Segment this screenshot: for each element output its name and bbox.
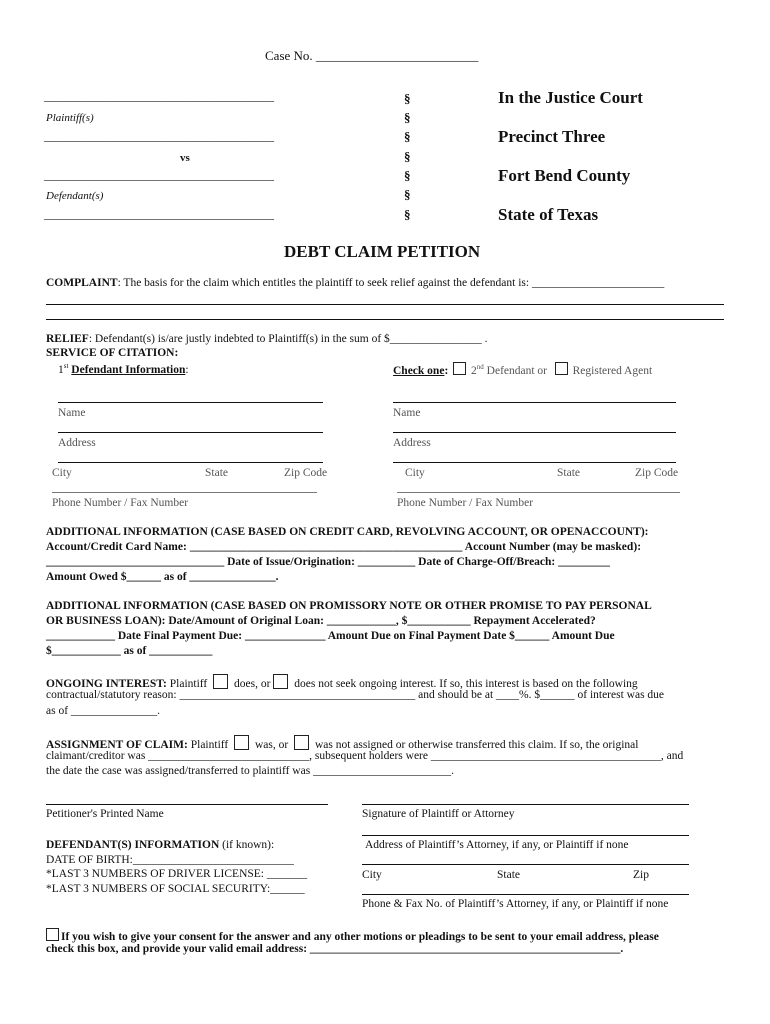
consent-line [46, 928, 659, 943]
ongoing-interest-line: ONGOING INTEREST: Plaintiff does, or does not seek ongoing interest. If so, this interest is based on the following [46, 674, 638, 690]
section-mark: § [404, 207, 411, 222]
plaintiff-label: Plaintiff(s) [46, 112, 94, 124]
second-phone-line[interactable] [397, 492, 680, 493]
interest-does-not-checkbox[interactable] [273, 674, 288, 689]
section-mark: § [404, 187, 411, 202]
case-number-field[interactable] [265, 48, 478, 64]
court-precinct: Precinct Three [498, 127, 606, 146]
final-payment-line[interactable]: ____________ Date Final Payment Due: ______________ Amount Due on Final Payment Date $______ Amount Due [46, 630, 615, 642]
sig-city-label: City [362, 869, 382, 881]
relief-line [46, 333, 488, 345]
sig-state-label: State [497, 869, 520, 881]
consent-text: If you wish to give your consent for the answer and any other motions or pleadings to be sent to your email address, please [61, 931, 659, 943]
relief-label: RELIEF [46, 333, 89, 345]
assignment-was-not-checkbox[interactable] [294, 735, 309, 750]
amount-owed-line[interactable]: Amount Owed $______ as of _______________. [46, 571, 279, 583]
court-state: State of Texas [498, 205, 599, 224]
defendant-name-line-2[interactable]: ________________________________________ [44, 209, 274, 221]
section-mark: § [404, 110, 411, 125]
defendant-name-line[interactable]: ________________________________________ [44, 170, 274, 182]
attorney-address-line[interactable] [362, 835, 689, 836]
phone-fax-line[interactable] [362, 894, 689, 895]
registered-agent-checkbox[interactable] [555, 362, 568, 375]
second-phone-label: Phone Number / Fax Number [397, 497, 534, 509]
first-city-label: City [52, 467, 72, 479]
first-defendant-heading: 1st Defendant Information: [58, 362, 189, 376]
second-name-line[interactable] [393, 402, 676, 403]
assignment-label: ASSIGNMENT OF CLAIM: [46, 739, 188, 751]
second-defendant-label: Defendant or [483, 365, 548, 377]
interest-does-checkbox[interactable] [213, 674, 228, 689]
section-mark: § [404, 168, 411, 183]
email-address-field[interactable]: check this box, and provide your valid email address: ______________________________________________________. [46, 943, 624, 955]
plaintiff-name-line[interactable]: ________________________________________ [44, 91, 274, 103]
first-phone-label: Phone Number / Fax Number [52, 497, 189, 509]
first-city-line[interactable] [58, 462, 323, 463]
credit-card-name-line[interactable]: Account/Credit Card Name: _______________________________________________ Account Number (may be masked): [46, 541, 642, 553]
case-number-label: Case No. [265, 48, 316, 63]
second-address-label: Address [393, 437, 431, 449]
second-name-label: Name [393, 407, 421, 419]
court-name: In the Justice Court [498, 88, 643, 107]
check-one-label: Check one [393, 365, 445, 377]
credit-card-heading: ADDITIONAL INFORMATION (CASE BASED ON CREDIT CARD, REVOLVING ACCOUNT, OR OPENACCOUNT): [46, 526, 649, 538]
check-one-group: Check one: 2nd Defendant or Registered Agent [393, 363, 653, 377]
first-state-label: State [205, 467, 228, 479]
first-address-label: Address [58, 437, 96, 449]
case-number-blank[interactable]: _________________________ [315, 48, 479, 63]
printed-name-line[interactable] [46, 804, 328, 805]
second-city-label: City [405, 467, 425, 479]
attorney-address-label: Address of Plaintiff’s Attorney, if any, or Plaintiff if none [365, 839, 629, 851]
claimant-line[interactable]: claimant/creditor was ____________________________, subsequent holders were ________________________________________, and [46, 750, 684, 762]
interest-reason-line[interactable]: contractual/statutory reason: _________________________________________ and should be at ____%. $______ of interest was due [46, 689, 665, 701]
second-defendant-checkbox[interactable] [453, 362, 466, 375]
court-county: Fort Bend County [498, 166, 631, 185]
second-state-label: State [557, 467, 580, 479]
complaint-text[interactable]: : The basis for the claim which entitles the plaintiff to seek relief against the defendant is: _______________________ [117, 277, 665, 289]
complaint-line [46, 277, 664, 289]
first-address-line[interactable] [58, 432, 323, 433]
first-zip-label: Zip Code [284, 467, 328, 479]
ongoing-interest-label: ONGOING INTEREST: [46, 678, 167, 690]
assignment-date-line[interactable]: the date the case was assigned/transferred to plaintiff was ________________________. [46, 765, 454, 777]
complaint-label: COMPLAINT [46, 277, 118, 289]
sig-zip-label: Zip [633, 869, 649, 881]
document-title: DEBT CLAIM PETITION [284, 242, 481, 261]
section-mark: § [404, 91, 411, 106]
first-name-label: Name [58, 407, 86, 419]
defendant-info-heading: DEFENDANT(S) INFORMATION (if known): [46, 839, 275, 851]
original-loan-line[interactable]: OR BUSINESS LOAN): Date/Amount of Original Loan: ____________, $___________ Repayment Accelerated? [46, 615, 596, 627]
first-name-line[interactable] [58, 402, 323, 403]
second-city-line[interactable] [393, 462, 676, 463]
registered-agent-label: Registered Agent [572, 365, 653, 377]
first-defendant-label: Defendant Information [71, 363, 186, 376]
complaint-blank-line[interactable] [46, 304, 724, 305]
credit-card-dates-line[interactable]: _______________________________ Date of Issue/Origination: __________ Date of Charge-Off/Breach: _________ [46, 556, 610, 568]
versus-label: vs [180, 152, 190, 164]
second-zip-label: Zip Code [635, 467, 679, 479]
relief-text[interactable]: : Defendant(s) is/are justly indebted to Plaintiff(s) in the sum of $________________ . [88, 333, 488, 345]
section-mark: § [404, 149, 411, 164]
date-of-birth-field[interactable]: DATE OF BIRTH:____________________________ [46, 854, 294, 866]
signature-label: Signature of Plaintiff or Attorney [362, 808, 515, 820]
driver-license-field[interactable]: *LAST 3 NUMBERS OF DRIVER LICENSE: _______ [46, 868, 308, 880]
email-consent-checkbox[interactable] [46, 928, 59, 941]
defendant-label: Defendant(s) [46, 190, 104, 202]
interest-date-line[interactable]: as of _______________. [46, 705, 161, 717]
assignment-was-checkbox[interactable] [234, 735, 249, 750]
assignment-line: ASSIGNMENT OF CLAIM: Plaintiff was, or was not assigned or otherwise transferred this claim. If so, the original [46, 735, 638, 751]
first-phone-line[interactable] [52, 492, 317, 493]
city-state-zip-line[interactable] [362, 864, 689, 865]
promissory-heading: ADDITIONAL INFORMATION (CASE BASED ON PROMISSORY NOTE OR OTHER PROMISE TO PAY PERSONAL [46, 600, 652, 612]
printed-name-label: Petitioner's Printed Name [46, 808, 164, 820]
signature-line[interactable] [362, 804, 689, 805]
complaint-blank-line[interactable] [46, 319, 724, 320]
amount-due-line[interactable]: $____________ as of ___________ [46, 645, 213, 657]
phone-fax-label: Phone & Fax No. of Plaintiff’s Attorney, if any, or Plaintiff if none [362, 898, 669, 910]
second-address-line[interactable] [393, 432, 676, 433]
plaintiff-name-line-2[interactable]: ________________________________________ [44, 131, 274, 143]
service-of-citation-heading: SERVICE OF CITATION: [46, 347, 179, 359]
social-security-field[interactable]: *LAST 3 NUMBERS OF SOCIAL SECURITY:______ [46, 883, 305, 895]
section-mark: § [404, 129, 411, 144]
